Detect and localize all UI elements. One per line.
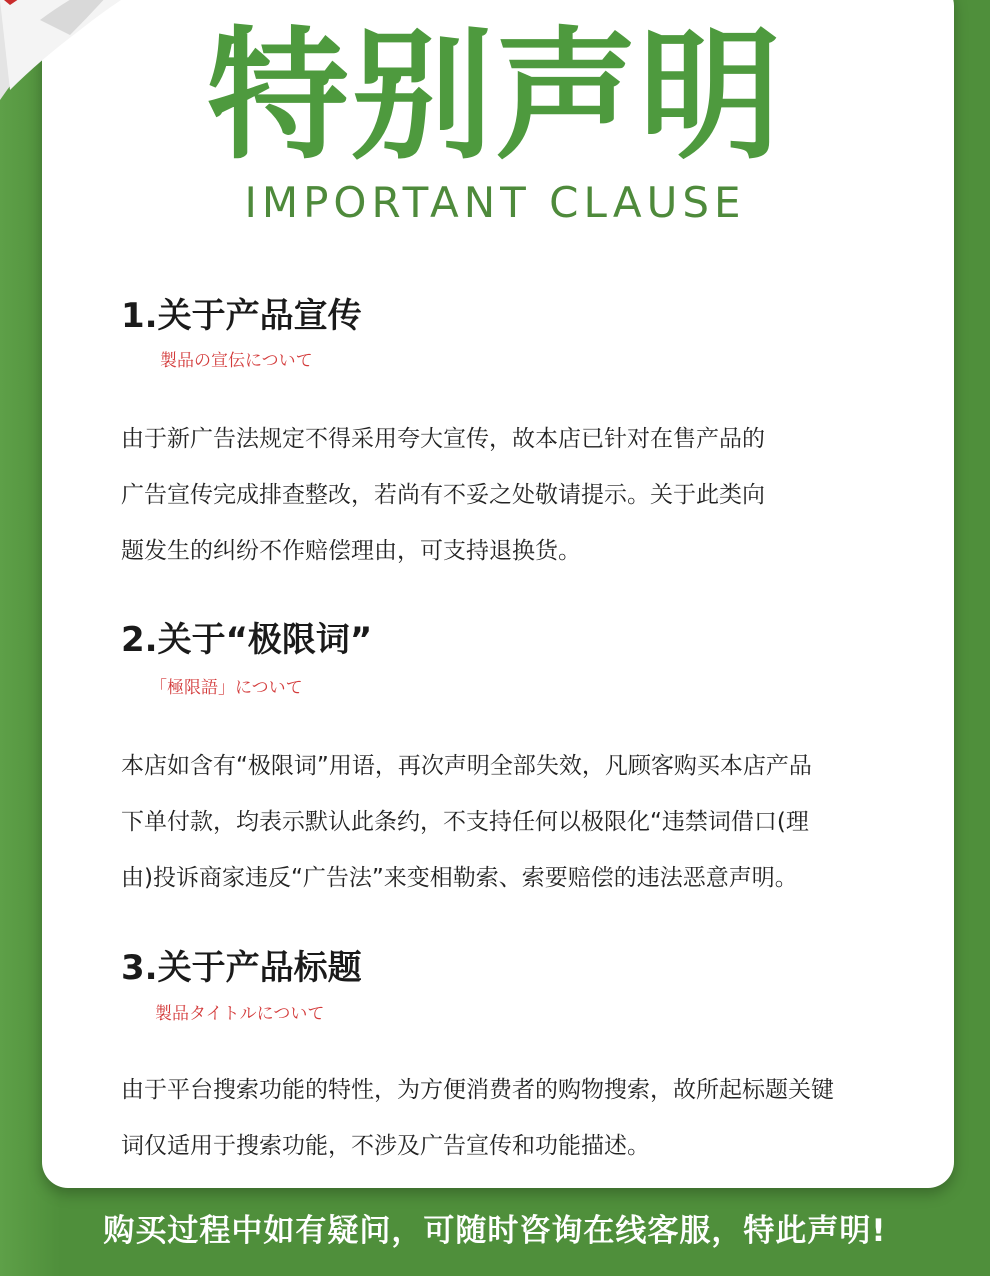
body-line: 由)投诉商家违反“广告法”来变相勒索、索要赔偿的违法恶意声明。 — [121, 865, 798, 891]
section-subheading: 製品タイトルについて — [155, 1004, 325, 1024]
body-line: 题发生的纠纷不作赔偿理由，可支持退换货。 — [121, 538, 581, 564]
body-line: 本店如含有“极限词”用语，再次声明全部失效，凡顾客购买本店产品 — [121, 753, 812, 779]
body-line: 广告宣传完成排查整改，若尚有不妥之处敬请提示。关于此类向 — [121, 482, 765, 508]
body-line: 下单付款，均表示默认此条约，不支持任何以极限化“违禁词借口(理 — [121, 809, 809, 835]
body-line: 由于平台搜索功能的特性，为方便消费者的购物搜索，故所起标题关键 — [121, 1077, 834, 1103]
body-line: 由于新广告法规定不得采用夸大宣传，故本店已针对在售产品的 — [121, 426, 765, 452]
section-subheading: 「極限語」について — [150, 678, 303, 698]
body-line: 词仅适用于搜索功能，不涉及广告宣传和功能描述。 — [121, 1133, 650, 1159]
footer-notice: 购买过程中如有疑问，可随时咨询在线客服，特此声明! — [103, 1213, 887, 1249]
section-body — [121, 1062, 881, 1174]
page-subtitle: IMPORTANT CLAUSE — [244, 178, 746, 227]
section-body — [121, 411, 881, 579]
page-title: 特别声明 — [207, 14, 783, 179]
section-body — [121, 738, 881, 906]
section-heading: 1.关于产品宣传 — [121, 296, 362, 336]
section-heading: 3.关于产品标题 — [121, 948, 362, 988]
section-subheading: 製品の宣伝について — [160, 351, 313, 371]
section-heading: 2.关于“极限词” — [121, 620, 373, 660]
